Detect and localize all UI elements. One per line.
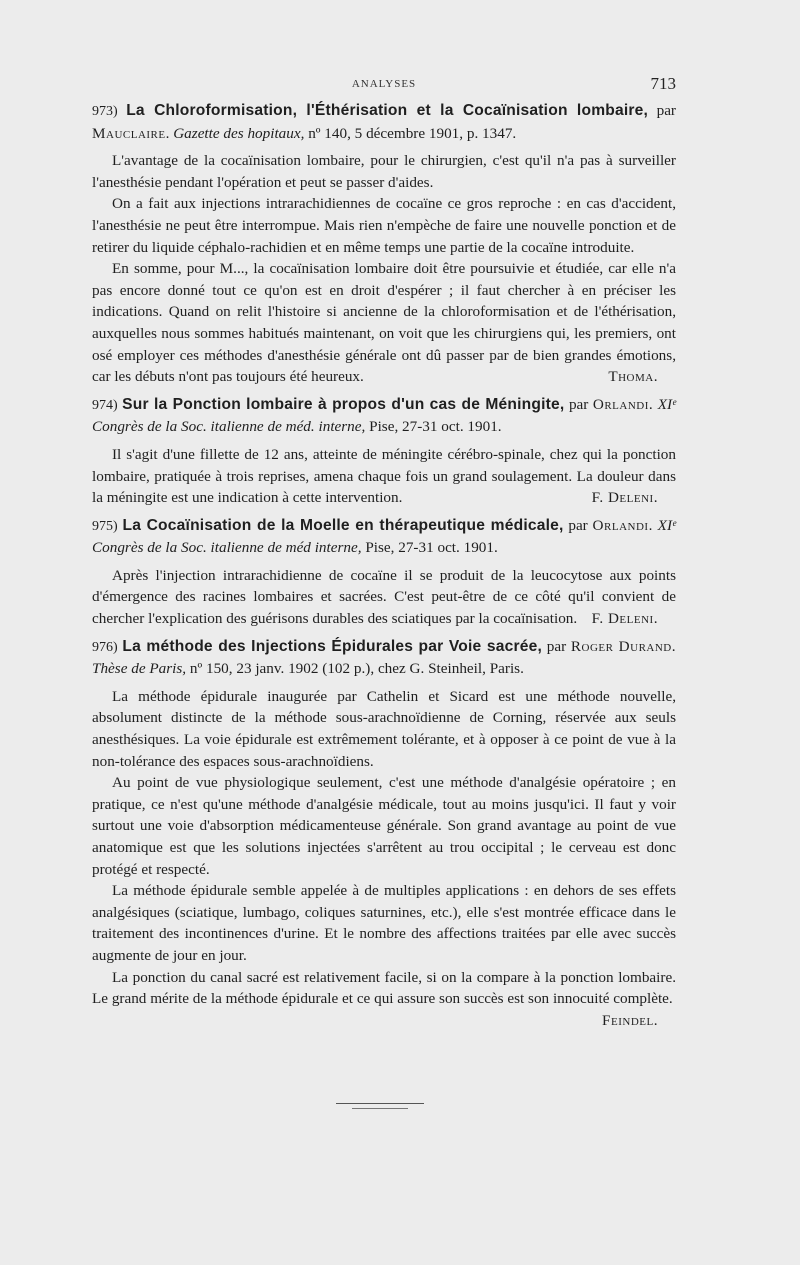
article-title: La Chloroformisation, l'Éthérisation et la Cocaïnisation lombaire, [126,102,649,119]
article-author: Mauclaire [92,124,166,142]
article-source: Thèse de Paris, [92,660,187,678]
article-976 [92,636,676,1032]
article-number: 975) [92,518,118,534]
article-number: 976) [92,639,118,655]
article-paragraph-last [92,258,676,388]
article-author: Roger Durand. [570,637,677,655]
article-paragraph-text: Il s'agit d'une fillette de 12 ans, atteinte de méningite cérébro-spinale, chez qui la ponction lombaire, pratiquée à trois reprises, amena chaque fois un grand soulagement. La douleur dans la méningite est une indication à cette intervention. [92,445,676,507]
article-paragraph-text: En somme, pour M..., la cocaïnisation lombaire doit être poursuivie et étudiée, car elle n'a pas encore donné tout ce qu'on est en droit d'espérer ; il faut chercher à en préciser les indications. Quand on relit l'histoire si ancienne de la chloroformisation et de l'éthérisation, auxquelles nous sommes habitués maintenant, on voit que les chirurgiens qui, les premiers, ont osé employer ces méthodes d'anesthésie générale ont dû passer par de bien grandes émotions, car les débuts n'ont pas toujours été heureux. [92,260,676,386]
article-source: XIᵉ Congrès de la Soc. italienne de méd interne, [92,516,676,557]
article-heading: 973) La Chloroformisation, l'Éthérisation et la Cocaïnisation lombaire, par Mauclaire. Gazette des hopitaux, nº 140, 5 décembre 1901, p. 1347. [92,102,676,142]
article-signature: F. Deleni. [591,610,658,628]
article-number: 974) [92,397,118,413]
article-title: La Cocaïnisation de la Moelle en thérapeutique médicale, [122,516,564,534]
article-signature: Feindel. [602,1011,658,1029]
article-paragraph: La méthode épidurale inaugurée par Cathelin et Sicard est une méthode nouvelle, absolument distincte de la méthode sous-arachnoïdienne de Corning, réservée aux seuls anesthésiques. La voie épidurale est extrêmement tolérante, et à opposer à ce point de vue à la non-tolérance des espaces sous-arachnoïdiens. [92,687,676,770]
article-signature: F. Deleni. [591,489,658,507]
running-title: ANALYSES [351,78,417,90]
article-974 [92,394,676,509]
page-header [92,74,676,96]
article-details: Pise, 27-31 oct. 1901. [369,418,502,436]
article-heading [92,515,676,559]
article-paragraph: L'avantage de la cocaïnisation lombaire, pour le chirurgien, c'est qu'il n'a pas à surveiller l'anesthésie pendant l'opération et peut se passer d'aides. [92,152,676,191]
article-paragraph: Au point de vue physiologique seulement, c'est une méthode d'analgésie opératoire ; en pratique, ce n'est qu'une méthode d'analgésie médicale, tout au moins jusqu'ici. Il faut y voir surtout une voie d'absorption médicamenteuse générale. Son grand avantage au point de vue anatomique est que les solutions injectées s'arrêtent au trou occipital ; le cerveau est donc protégé et respecté. [92,774,676,878]
article-paragraph: On a fait aux injections intrarachidiennes de cocaïne ce gros reproche : en cas d'accident, l'anesthésie ne peut être interrompue. Mais rien n'empèche de faire une nouvelle ponction et de retirer du liquide céphalo-rachidien et en même temps une partie de la cocaïne introduite. [92,195,676,256]
article-paragraph-last [92,565,676,630]
article-source: Gazette des hopitaux, [173,124,305,142]
article-signature: Thoma. [608,368,658,386]
article-number: 973) [92,104,118,119]
byline-word: par [568,516,588,534]
article-paragraph-text: La ponction du canal sacré est relativement facile, si on la compare à la ponction lombaire. Le grand mérite de la méthode épidurale et ce qui assure son succès est son innocuité complète. [92,968,676,1008]
article-details: Pise, 27-31 oct. 1901. [365,539,498,557]
page-number: 713 [650,74,676,93]
article-title: La méthode des Injections Épidurales par Voie sacrée, [122,637,543,655]
byline-word: par [546,637,567,655]
article-author: Orlandi. [592,516,653,534]
article-975 [92,515,676,630]
article-heading [92,636,676,680]
byline-word: par [568,395,589,413]
article-author: Orlandi. [592,395,654,413]
end-rule-short [352,1108,408,1109]
article-973 [92,100,676,388]
article-details: nº 140, 5 décembre 1901, p. 1347. [308,124,517,142]
article-source: XIᵉ Congrès de la Soc. italienne de méd. interne, [92,395,677,436]
article-heading [92,394,676,438]
article-paragraph-last [92,967,676,1032]
article-details: nº 150, 23 janv. 1902 (102 p.), chez G. Steinheil, Paris. [189,660,524,678]
byline-word: par [656,102,676,119]
article-paragraph-last [92,444,676,509]
end-rule [336,1103,424,1104]
page-content [92,100,676,1037]
article-title: Sur la Ponction lombaire à propos d'un cas de Méningite, [122,395,565,413]
article-paragraph-text: Après l'injection intrarachidienne de cocaïne il se produit de la leucocytose aux points d'émergence des racines lombaires et sacrées. C'est peut-être de ce côté qu'il convient de chercher l'explication des guérisons durables des sciatiques par la cocaïnisation. [92,566,676,628]
article-paragraph: La méthode épidurale semble appelée à de multiples applications : en dehors de ses effets analgésiques (sciatique, lumbago, coliques saturnines, etc.), elle s'est montrée efficace dans le traitement des incontinences d'urine. Et le nombre des affections traitées par elle avec succès augmente de jour en jour. [92,882,676,964]
